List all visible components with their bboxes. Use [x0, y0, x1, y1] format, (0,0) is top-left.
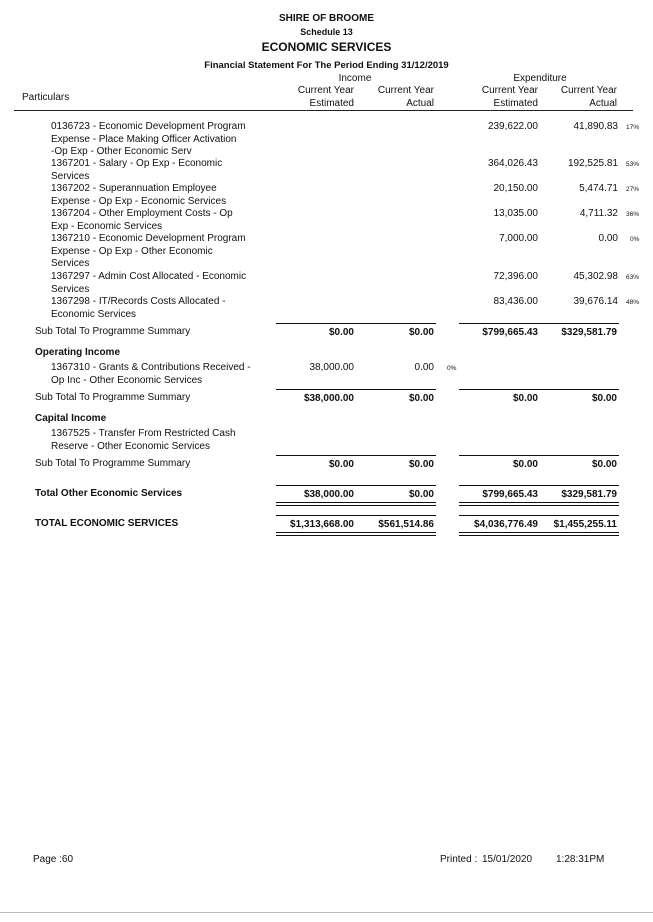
schedule-number: Schedule 13 [300, 27, 353, 37]
income-group-heading: Income [338, 73, 372, 84]
exp-act-value: 39,676.14 [573, 296, 618, 307]
income-est-heading-l2: Estimated [309, 98, 354, 109]
capital-item-desc: 1367525 - Transfer From Restricted Cash Reserve - Other Economic Services [51, 428, 236, 452]
expenditure-act-heading [517, 84, 617, 110]
income-est-heading-l1: Current Year [297, 85, 354, 96]
operating-income-heading: Operating Income [35, 347, 121, 358]
expenditure-est-heading-l1: Current Year [481, 85, 538, 96]
expense-item-desc: 1367210 - Economic Development Program Expense - Op Exp - Other Economic Services [51, 233, 246, 269]
period-title: Financial Statement For The Period Ending 31/12/2019 [204, 60, 449, 71]
printed-time: 1:28:31PM [556, 854, 605, 865]
page-bottom-edge [0, 912, 653, 913]
section-title: ECONOMIC SERVICES [261, 40, 392, 54]
exp-act-value: 0.00 [598, 233, 618, 244]
exp-act-value: 4,711.32 [579, 208, 618, 219]
total-other-inc-act: $0.00 [408, 489, 434, 500]
grand-total-inc-est: $1,313,668.00 [290, 519, 354, 530]
expenditure-subtotal-rule [459, 389, 619, 390]
income-act-heading [334, 84, 434, 110]
income-act-heading-l1: Current Year [377, 85, 434, 96]
subtotal-exp-est: $0.00 [512, 393, 538, 404]
subtotal-inc-est: $0.00 [328, 459, 354, 470]
inc-act-value: 0.00 [414, 362, 434, 373]
exp-est-value: 7,000.00 [499, 233, 538, 244]
subtotal-exp-est: $0.00 [512, 459, 538, 470]
subtotal-exp-act: $0.00 [591, 393, 617, 404]
grand-total-exp-act: $1,455,255.11 [553, 519, 617, 530]
expense-item-desc: 0136723 - Economic Development Program Expense - Place Making Officer Activation -Op Exp - Other Economic Serv [51, 121, 246, 157]
percent-value: 53% [626, 161, 640, 168]
subtotal-label: Sub Total To Programme Summary [35, 326, 191, 337]
subtotal-inc-est: $0.00 [328, 327, 354, 338]
expense-item-desc: 1367298 - IT/Records Costs Allocated - Economic Services [51, 296, 226, 320]
total-other-exp-act: $329,581.79 [561, 489, 617, 500]
income-subtotal-rule [276, 323, 436, 324]
expense-item-desc: 1367201 - Salary - Op Exp - Economic Services [51, 158, 223, 182]
total-other-exp-est: $799,665.43 [482, 489, 538, 500]
printed-date: 15/01/2020 [482, 854, 533, 865]
org-name: SHIRE OF BROOME [278, 13, 374, 24]
exp-est-value: 364,026.43 [487, 158, 538, 169]
printed-label: Printed : [440, 854, 478, 865]
expenditure-subtotal-rule [459, 323, 619, 324]
header-rule [14, 110, 633, 111]
expenditure-total-rule [459, 485, 619, 486]
expenditure-grand-double-rule [459, 532, 619, 536]
subtotal-label: Sub Total To Programme Summary [35, 458, 191, 469]
income-item-desc: 1367310 - Grants & Contributions Received - Op Inc - Other Economic Services [51, 362, 251, 386]
exp-act-value: 192,525.81 [567, 158, 618, 169]
percent-value: 36% [626, 211, 640, 218]
percent-value: 27% [626, 186, 640, 193]
subtotal-inc-act: $0.00 [408, 393, 434, 404]
grand-total-label: TOTAL ECONOMIC SERVICES [35, 518, 179, 529]
exp-act-value: 41,890.83 [573, 121, 618, 132]
exp-est-value: 72,396.00 [493, 271, 538, 282]
subtotal-inc-est: $38,000.00 [303, 393, 354, 404]
expenditure-group-heading: Expenditure [513, 73, 567, 84]
expenditure-double-rule [459, 502, 619, 506]
percent-value: 48% [626, 299, 640, 306]
expenditure-est-heading-l2: Estimated [493, 98, 538, 109]
exp-act-value: 45,302.98 [573, 271, 618, 282]
expenditure-grand-total-rule [459, 515, 619, 516]
subtotal-exp-est: $799,665.43 [482, 327, 538, 338]
income-act-heading-l2: Actual [406, 98, 434, 109]
expense-item-desc: 1367202 - Superannuation Employee Expense - Op Exp - Economic Services [51, 183, 227, 207]
exp-est-value: 13,035.00 [493, 208, 538, 219]
total-other-label: Total Other Economic Services [35, 488, 183, 499]
percent-value: 63% [626, 274, 640, 281]
income-total-rule [276, 485, 436, 486]
exp-est-value: 239,622.00 [487, 121, 538, 132]
exp-act-value: 5,474.71 [579, 183, 618, 194]
grand-total-exp-est: $4,036,776.49 [474, 519, 538, 530]
subtotal-exp-act: $329,581.79 [561, 327, 617, 338]
expenditure-act-heading-l1: Current Year [560, 85, 617, 96]
subtotal-inc-act: $0.00 [408, 327, 434, 338]
exp-est-value: 20,150.00 [493, 183, 538, 194]
percent-value: 17% [626, 124, 640, 131]
income-subtotal-rule [276, 389, 436, 390]
subtotal-label: Sub Total To Programme Summary [35, 392, 191, 403]
inc-est-value: 38,000.00 [309, 362, 354, 373]
subtotal-exp-act: $0.00 [591, 459, 617, 470]
income-grand-total-rule [276, 515, 436, 516]
expense-item-desc: 1367204 - Other Employment Costs - Op Exp - Economic Services [51, 208, 233, 232]
income-double-rule [276, 502, 436, 506]
particulars-heading: Particulars [22, 92, 70, 103]
capital-income-heading: Capital Income [35, 413, 107, 424]
percent-value: 0% [630, 236, 640, 243]
total-other-inc-est: $38,000.00 [303, 489, 354, 500]
subtotal-inc-act: $0.00 [408, 459, 434, 470]
exp-est-value: 83,436.00 [493, 296, 538, 307]
grand-total-inc-act: $561,514.86 [378, 519, 434, 530]
expense-item-desc: 1367297 - Admin Cost Allocated - Economic Services [51, 271, 247, 295]
income-subtotal-rule [276, 455, 436, 456]
percent-value: 0% [447, 365, 457, 372]
expenditure-act-heading-l2: Actual [589, 98, 617, 109]
expenditure-subtotal-rule [459, 455, 619, 456]
page-number: Page :60 [33, 854, 74, 865]
income-grand-double-rule [276, 532, 436, 536]
